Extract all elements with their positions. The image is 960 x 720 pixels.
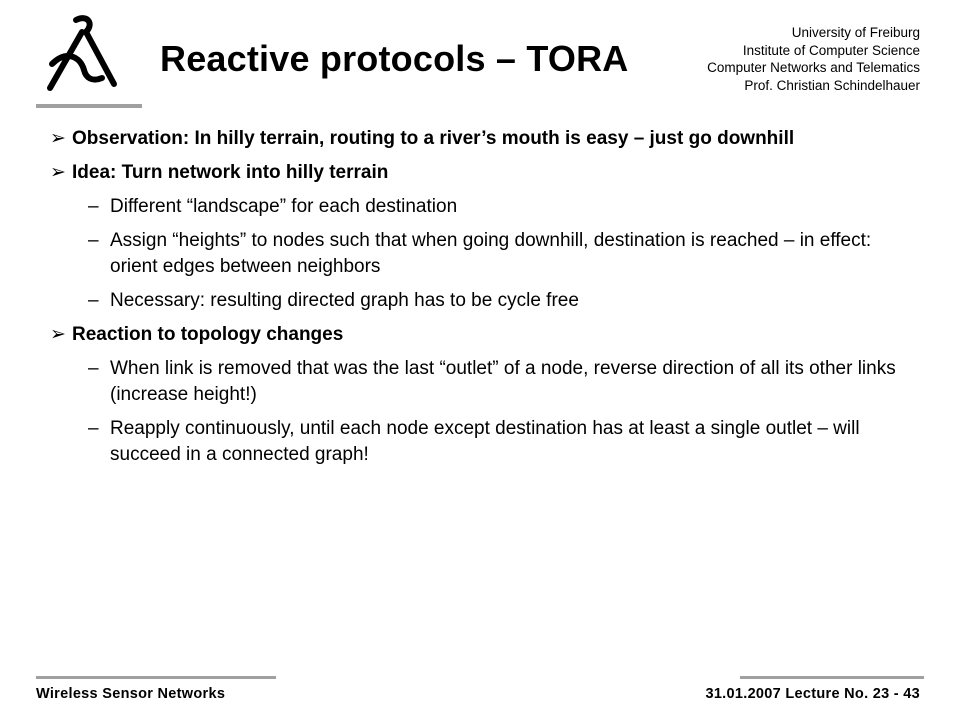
university-logo-icon [36,12,146,112]
sub-bullet [88,288,910,314]
footer-course-title: Wireless Sensor Networks [36,686,226,702]
footer-divider-right [740,676,924,679]
sub-bullet-text: Necessary: resulting directed graph has to be cycle free [110,290,579,311]
affiliation-block [707,24,920,94]
affiliation-line: Institute of Computer Science [742,42,920,58]
bullet-reaction [50,322,910,348]
dash-marker: – [88,358,99,379]
footer-lecture-info: 31.01.2007 Lecture No. 23 - 43 [705,686,920,702]
arrow-bullet-icon: ➢ [50,324,66,345]
sub-bullet-text: Different “landscape” for each destination [110,196,458,217]
sub-bullet-text: When link is removed that was the last “outlet” of a node, reverse direction of all its other links (increase height!) [110,358,896,405]
bullet-text: Reaction to topology changes [72,324,344,345]
bullet-idea [50,160,910,186]
slide-content [50,126,910,476]
slide-title: Reactive protocols – TORA [160,38,629,79]
sub-bullet [88,228,910,280]
sub-bullet-text: Reapply continuously, until each node except destination has at least a single outlet – will succeed in a connected graph! [110,418,860,465]
affiliation-line: University of Freiburg [791,25,920,40]
affiliation-line: Computer Networks and Telematics [707,60,920,75]
dash-marker: – [88,290,99,311]
logo-divider [36,104,142,108]
dash-marker: – [88,418,99,439]
dash-marker: – [88,196,99,217]
affiliation-line: Prof. Christian Schindelhauer [744,77,920,93]
bullet-text: Idea: Turn network into hilly terrain [72,162,389,183]
sub-bullet [88,194,910,220]
bullet-text: Observation: In hilly terrain, routing to a river’s mouth is easy – just go downhill [72,128,795,149]
bullet-observation [50,126,910,152]
arrow-bullet-icon: ➢ [50,162,66,183]
footer-divider-left [36,676,276,679]
sub-bullet [88,416,910,468]
sub-bullet-text: Assign “heights” to nodes such that when going downhill, destination is reached – in effect: orient edges between neighbors [110,230,872,277]
dash-marker: – [88,230,99,251]
arrow-bullet-icon: ➢ [50,128,66,149]
sub-bullet [88,356,910,408]
